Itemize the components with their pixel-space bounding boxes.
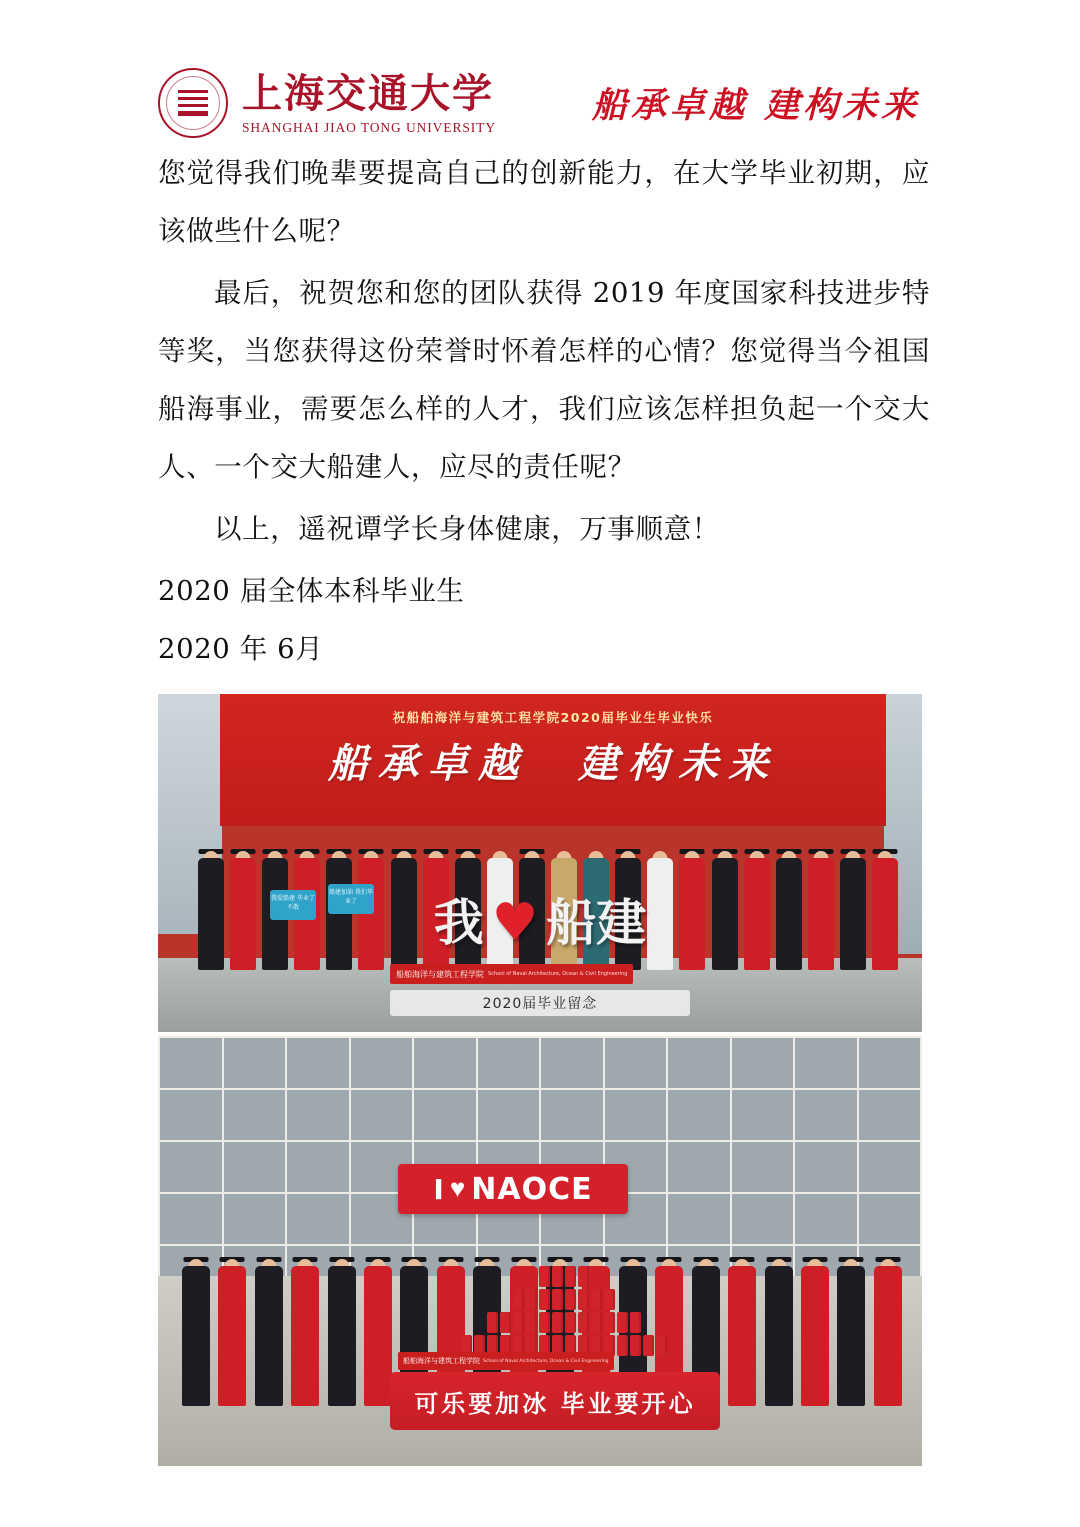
ceremony-banner [220, 694, 886, 826]
sign-text-naoce: NAOCE [471, 1171, 593, 1207]
placard: 我爱船建 毕业了不散 [270, 890, 316, 920]
school-logo-tag [398, 1352, 614, 1370]
signature-date: 2020 年 6月 [158, 633, 324, 665]
love-naoce-sign [390, 890, 690, 956]
university-name-en: SHANGHAI JIAO TONG UNIVERSITY [242, 119, 496, 135]
university-seal-icon [158, 68, 228, 138]
caption-text: 2020届毕业留念 [482, 996, 598, 1012]
school-name-cn: 船舶海洋与建筑工程学院 [396, 969, 484, 979]
banner-title: 船承卓越 建构未来 [328, 740, 778, 787]
sign-char-right: 船建 [546, 893, 647, 952]
photo-gallery [158, 694, 922, 1466]
heart-icon: ♥ [449, 1174, 466, 1203]
sign-char-left: 我 [433, 893, 484, 952]
letter-paragraph: 以上，遥祝谭学长身体健康，万事顺意！ [214, 513, 720, 545]
school-name-en: School of Naval Architecture, Ocean & Civil Engineering [483, 1358, 609, 1364]
photo-caption-bottom [390, 1372, 720, 1430]
caption-text: 可乐要加冰 毕业要开心 [414, 1389, 696, 1418]
document-header [0, 0, 1080, 135]
sign-letter-i: I [433, 1172, 444, 1206]
school-name-cn: 船舶海洋与建筑工程学院 [403, 1357, 480, 1365]
photo-caption-top [390, 990, 690, 1016]
graduation-photo-top [158, 694, 922, 1032]
letter-paragraph: 最后，祝贺您和您的团队获得 2019 年度国家科技进步特等奖，当您获得这份荣誉时怀着怎样的心情？您觉得当今祖国船海事业，需要怎么样的人才，我们应该怎样担负起一个交大人、一个交大船建人，应尽的责任呢？ [158, 277, 930, 483]
header-slogan: 船承卓越 建构未来 [591, 85, 921, 126]
signature-line: 2020 届全体本科毕业生 [158, 575, 465, 607]
university-logotype [242, 71, 496, 136]
graduation-photo-bottom [158, 1036, 922, 1466]
school-name-en: School of Naval Architecture, Ocean & Civil Engineering [488, 971, 628, 977]
university-name-cn: 上海交通大学 [242, 70, 494, 116]
coke-can-pyramid [454, 1266, 674, 1362]
placard: 船建加油 我们毕业了 [328, 884, 374, 914]
letter-paragraph: 您觉得我们晚辈要提高自己的创新能力，在大学毕业初期，应该做些什么呢？ [158, 157, 930, 247]
heart-icon: ♥ [491, 892, 539, 953]
letter-body [0, 110, 1080, 678]
letter-signature-block [158, 562, 930, 678]
school-logo-tag [390, 964, 633, 984]
banner-subtitle: 祝船舶海洋与建筑工程学院2020届毕业生毕业快乐 [392, 710, 714, 725]
